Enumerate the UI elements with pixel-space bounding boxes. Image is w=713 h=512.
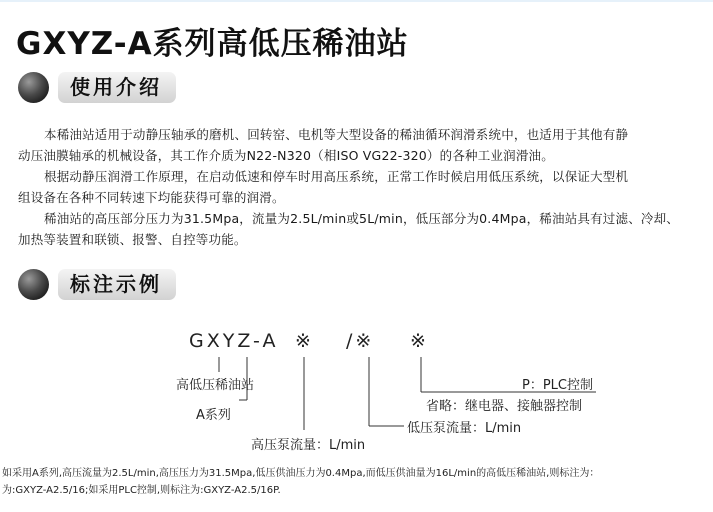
usage-line: 动压油膜轴承的机械设备，其工作介质为N22-N320（相ISO VG22-320）的各种工业润滑油。 (18, 148, 554, 163)
label-relay-control: 省略：继电器、接触器控制 (426, 399, 583, 414)
label-station: 高低压稀油站 (176, 378, 255, 393)
page-title: GXYZ-A系列高低压稀油站 (16, 26, 409, 62)
designation-mark-high-flow: ※ (295, 330, 314, 352)
usage-line: 加热等装置和联锁、报警、自控等功能。 (18, 232, 247, 247)
designation-code: GXYZ-A (189, 330, 279, 352)
designation-mark-low-flow: /※ (346, 330, 375, 352)
label-low-pressure-flow: 低压泵流量：L/min (407, 421, 522, 436)
label-series: A系列 (196, 408, 231, 423)
example-note-line: 为:GXYZ-A2.5/16;如采用PLC控制,则标注为:GXYZ-A2.5/16P. (2, 485, 281, 496)
section-title-usage: 使用介绍 (58, 72, 176, 103)
section-title-marking: 标注示例 (58, 269, 176, 300)
designation-mark-control: ※ (410, 330, 429, 352)
example-note (2, 465, 712, 499)
usage-line: 组设备在各种不同转速下均能获得可靠的润滑。 (18, 190, 285, 205)
label-plc-control: P：PLC控制 (522, 378, 593, 393)
label-high-pressure-flow: 高压泵流量：L/min (251, 438, 366, 453)
example-note-line: 如采用A系列,高压流量为2.5L/min,高压压力为31.5Mpa,低压供油压力为0.4Mpa,而低压供油量为16L/min的高低压稀油站,则标注为： (2, 468, 600, 479)
usage-line: 根据动静压润滑工作原理，在启动低速和停车时用高压系统，正常工作时候启用低压系统，以保证大型机 (44, 169, 629, 184)
usage-line: 本稀油站适用于动静压轴承的磨机、回转窑、电机等大型设备的稀油循环润滑系统中，也适用于其他有静 (44, 127, 629, 142)
usage-line: 稀油站的高压部分压力为31.5Mpa，流量为2.5L/min或5L/min，低压部分为0.4Mpa，稀油站具有过滤、冷却、 (44, 211, 679, 226)
